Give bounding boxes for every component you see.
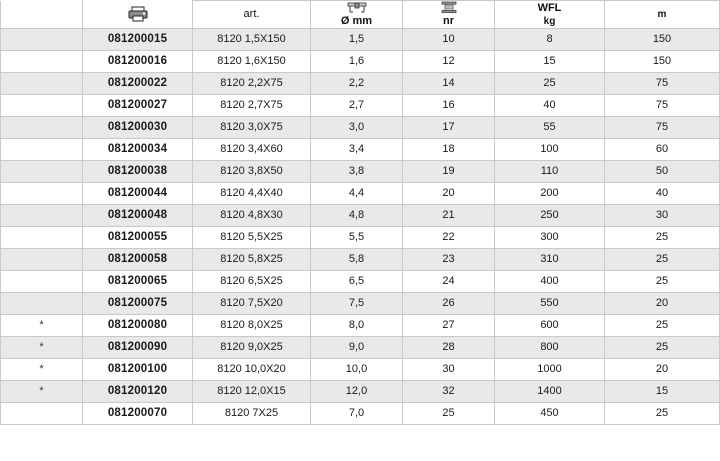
- cell-art: 8120 1,5X150: [193, 29, 311, 51]
- cell-nr: 22: [403, 227, 495, 249]
- cell-art: 8120 1,6X150: [193, 51, 311, 73]
- cell-art: 8120 12,0X15: [193, 381, 311, 403]
- cell-star: [1, 271, 83, 293]
- cell-code: 081200034: [83, 139, 193, 161]
- cell-diameter: 2,2: [311, 73, 403, 95]
- cell-star: *: [1, 359, 83, 381]
- cell-diameter: 1,5: [311, 29, 403, 51]
- cell-star: [1, 73, 83, 95]
- cell-wfl: 1400: [495, 381, 605, 403]
- cell-code: 081200090: [83, 337, 193, 359]
- cell-m: 60: [605, 139, 720, 161]
- cell-code: 081200080: [83, 315, 193, 337]
- cell-star: [1, 95, 83, 117]
- cell-diameter: 2,7: [311, 95, 403, 117]
- table-row: [1, 381, 720, 403]
- cell-star: *: [1, 337, 83, 359]
- cell-m: 40: [605, 183, 720, 205]
- cell-star: [1, 183, 83, 205]
- cell-code: 081200030: [83, 117, 193, 139]
- table-row: [1, 337, 720, 359]
- cell-diameter: 4,4: [311, 183, 403, 205]
- cell-wfl: 1000: [495, 359, 605, 381]
- column-header-art: [193, 1, 311, 29]
- table-row: [1, 51, 720, 73]
- cell-diameter: 3,8: [311, 161, 403, 183]
- cell-wfl: 300: [495, 227, 605, 249]
- cell-art: 8120 6,5X25: [193, 271, 311, 293]
- cell-code: 081200058: [83, 249, 193, 271]
- column-header-nr-label: nr: [443, 15, 454, 27]
- cell-diameter: 5,8: [311, 249, 403, 271]
- cell-m: 25: [605, 337, 720, 359]
- cell-star: [1, 227, 83, 249]
- cell-nr: 12: [403, 51, 495, 73]
- cell-star: [1, 117, 83, 139]
- cell-art: 8120 5,5X25: [193, 227, 311, 249]
- cell-m: 30: [605, 205, 720, 227]
- cell-star: [1, 403, 83, 425]
- cell-star: [1, 139, 83, 161]
- cell-m: 25: [605, 249, 720, 271]
- cell-nr: 26: [403, 293, 495, 315]
- cell-star: *: [1, 315, 83, 337]
- cell-diameter: 4,8: [311, 205, 403, 227]
- column-header-m: [605, 1, 720, 29]
- header-row: [1, 1, 720, 29]
- table-row: [1, 205, 720, 227]
- cell-nr: 28: [403, 337, 495, 359]
- cell-wfl: 25: [495, 73, 605, 95]
- printer-icon: [83, 6, 192, 22]
- cell-code: 081200055: [83, 227, 193, 249]
- cell-nr: 18: [403, 139, 495, 161]
- cell-m: 25: [605, 227, 720, 249]
- table-row: [1, 29, 720, 51]
- cell-star: [1, 249, 83, 271]
- cell-nr: 32: [403, 381, 495, 403]
- cell-art: 8120 3,0X75: [193, 117, 311, 139]
- cell-m: 20: [605, 293, 720, 315]
- column-header-wfl-unit: kg: [543, 15, 556, 27]
- cell-star: *: [1, 381, 83, 403]
- cell-nr: 23: [403, 249, 495, 271]
- cell-art: 8120 10,0X20: [193, 359, 311, 381]
- cell-wfl: 250: [495, 205, 605, 227]
- cell-wfl: 55: [495, 117, 605, 139]
- cell-m: 25: [605, 271, 720, 293]
- table-row: [1, 117, 720, 139]
- column-header-diameter: [311, 1, 403, 29]
- cell-m: 150: [605, 51, 720, 73]
- table-header: [1, 1, 720, 29]
- cell-m: 75: [605, 73, 720, 95]
- cell-m: 75: [605, 95, 720, 117]
- table-row: [1, 249, 720, 271]
- cell-nr: 21: [403, 205, 495, 227]
- cell-art: 8120 4,8X30: [193, 205, 311, 227]
- cell-art: 8120 2,2X75: [193, 73, 311, 95]
- cell-nr: 19: [403, 161, 495, 183]
- cell-star: [1, 293, 83, 315]
- cell-diameter: 6,5: [311, 271, 403, 293]
- cell-code: 081200048: [83, 205, 193, 227]
- cell-nr: 14: [403, 73, 495, 95]
- column-header-art-label: art.: [243, 8, 260, 20]
- cell-star: [1, 205, 83, 227]
- cell-m: 15: [605, 381, 720, 403]
- table-row: [1, 293, 720, 315]
- cell-diameter: 1,6: [311, 51, 403, 73]
- cell-nr: 17: [403, 117, 495, 139]
- cell-wfl: 310: [495, 249, 605, 271]
- cell-code: 081200027: [83, 95, 193, 117]
- cell-star: [1, 51, 83, 73]
- cell-diameter: 8,0: [311, 315, 403, 337]
- cell-diameter: 12,0: [311, 381, 403, 403]
- cell-art: 8120 5,8X25: [193, 249, 311, 271]
- cell-m: 75: [605, 117, 720, 139]
- cell-star: [1, 29, 83, 51]
- cell-diameter: 3,0: [311, 117, 403, 139]
- cell-diameter: 10,0: [311, 359, 403, 381]
- cell-code: 081200075: [83, 293, 193, 315]
- cell-art: 8120 8,0X25: [193, 315, 311, 337]
- cell-m: 20: [605, 359, 720, 381]
- column-header-code: [83, 1, 193, 29]
- cell-code: 081200100: [83, 359, 193, 381]
- column-header-m-label: m: [657, 9, 667, 20]
- cell-diameter: 9,0: [311, 337, 403, 359]
- table-row: [1, 183, 720, 205]
- cell-code: 081200038: [83, 161, 193, 183]
- cell-wfl: 15: [495, 51, 605, 73]
- cell-nr: 30: [403, 359, 495, 381]
- cell-wfl: 8: [495, 29, 605, 51]
- cell-m: 25: [605, 315, 720, 337]
- cell-wfl: 110: [495, 161, 605, 183]
- cell-art: 8120 7,5X20: [193, 293, 311, 315]
- cell-art: 8120 7X25: [193, 403, 311, 425]
- cell-nr: 24: [403, 271, 495, 293]
- cell-code: 081200120: [83, 381, 193, 403]
- table-row: [1, 227, 720, 249]
- cell-wfl: 550: [495, 293, 605, 315]
- table-row: [1, 73, 720, 95]
- cell-code: 081200015: [83, 29, 193, 51]
- cell-nr: 20: [403, 183, 495, 205]
- column-header-wfl-label: WFL: [537, 1, 562, 14]
- cell-art: 8120 9,0X25: [193, 337, 311, 359]
- cell-wfl: 600: [495, 315, 605, 337]
- column-header-star: [1, 1, 83, 29]
- cell-code: 081200065: [83, 271, 193, 293]
- cell-star: [1, 161, 83, 183]
- cell-art: 8120 3,4X60: [193, 139, 311, 161]
- cell-m: 150: [605, 29, 720, 51]
- cell-nr: 27: [403, 315, 495, 337]
- cell-art: 8120 4,4X40: [193, 183, 311, 205]
- cell-wfl: 40: [495, 95, 605, 117]
- column-header-wfl: [495, 1, 605, 29]
- cell-art: 8120 2,7X75: [193, 95, 311, 117]
- cell-wfl: 100: [495, 139, 605, 161]
- cell-nr: 10: [403, 29, 495, 51]
- cell-code: 081200016: [83, 51, 193, 73]
- table-row: [1, 359, 720, 381]
- column-header-diameter-label: Ø mm: [340, 15, 373, 27]
- cell-m: 25: [605, 403, 720, 425]
- table-row: [1, 95, 720, 117]
- cell-code: 081200070: [83, 403, 193, 425]
- table-row: [1, 271, 720, 293]
- cell-wfl: 800: [495, 337, 605, 359]
- cell-code: 081200022: [83, 73, 193, 95]
- table-row: [1, 403, 720, 425]
- cell-wfl: 400: [495, 271, 605, 293]
- cell-code: 081200044: [83, 183, 193, 205]
- cell-m: 50: [605, 161, 720, 183]
- cell-wfl: 200: [495, 183, 605, 205]
- spool-icon: [403, 1, 494, 14]
- column-header-nr: [403, 1, 495, 29]
- table-row: [1, 315, 720, 337]
- table-row: [1, 139, 720, 161]
- cell-diameter: 3,4: [311, 139, 403, 161]
- cell-nr: 25: [403, 403, 495, 425]
- cell-diameter: 7,0: [311, 403, 403, 425]
- cell-diameter: 7,5: [311, 293, 403, 315]
- cell-nr: 16: [403, 95, 495, 117]
- table-body: [1, 29, 720, 425]
- cell-diameter: 5,5: [311, 227, 403, 249]
- caliper-icon: [311, 1, 402, 14]
- table-row: [1, 161, 720, 183]
- cell-art: 8120 3,8X50: [193, 161, 311, 183]
- cell-wfl: 450: [495, 403, 605, 425]
